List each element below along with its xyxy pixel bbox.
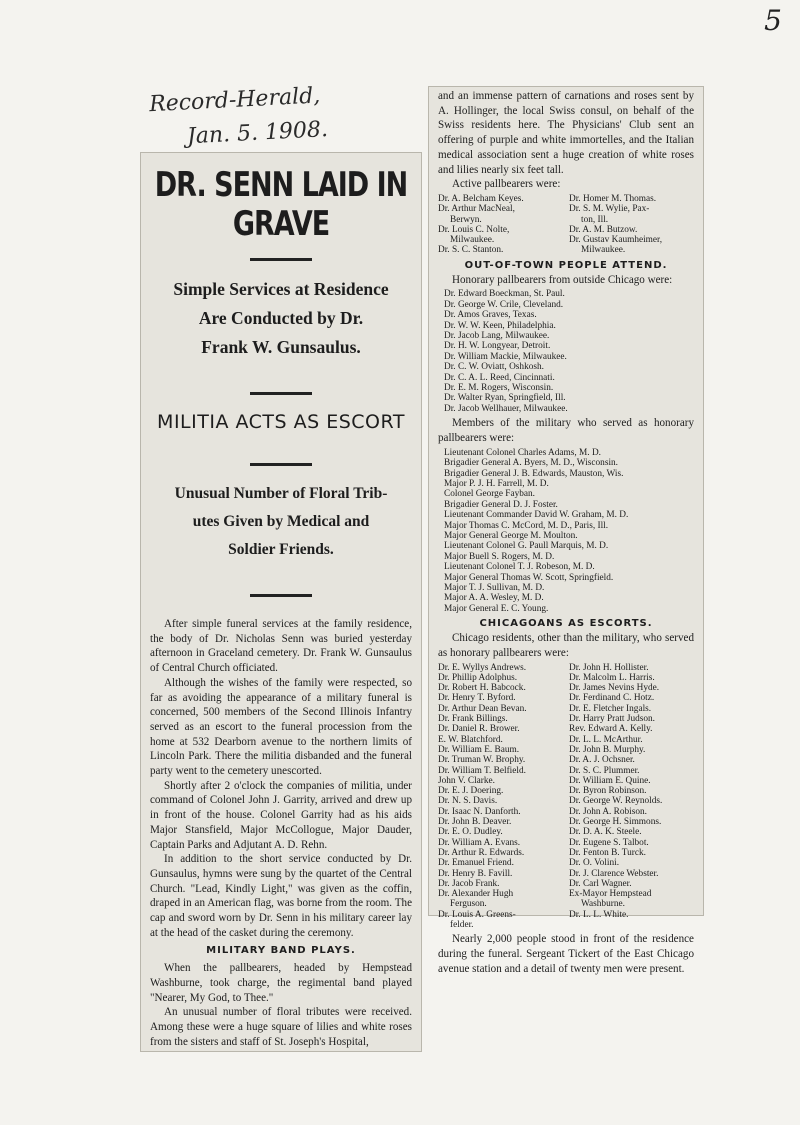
active-pallbearers-list xyxy=(438,194,694,256)
pallbearer-name: Colonel George Fayban. xyxy=(444,489,535,500)
pallbearer-name: Dr. Jacob Frank. xyxy=(438,878,500,889)
pallbearer-name: Dr. Amos Graves, Texas. xyxy=(444,310,537,321)
active-intro: Active pallbearers were: xyxy=(452,178,561,191)
pallbearer-name: Dr. William A. Evans. xyxy=(438,837,521,848)
military-intro: Members of the military who served as honorary pallbearers were: xyxy=(438,417,694,444)
pallbearer-name: Dr. Jacob Lang, Milwaukee. xyxy=(444,331,550,342)
deck-1-line: Frank W. Gunsaulus. xyxy=(201,337,361,357)
subheading-out-of-town: OUT-OF-TOWN PEOPLE ATTEND. xyxy=(464,259,668,271)
pallbearer-name: Dr. Harry Pratt Judson. xyxy=(569,714,655,725)
pallbearer-name: Dr. S. M. Wylie, Pax- xyxy=(569,204,650,215)
pallbearer-name: Dr. Carl Wagner. xyxy=(569,878,632,889)
pallbearer-name: Dr. William Mackie, Milwaukee. xyxy=(444,351,567,362)
clipping-right-column xyxy=(428,86,704,975)
pallbearer-name: John V. Clarke. xyxy=(438,775,495,786)
pallbearer-name: Dr. W. W. Keen, Philadelphia. xyxy=(444,320,556,331)
pallbearer-name: Dr. E. Wyllys Andrews. xyxy=(438,662,527,673)
pallbearer-name: Dr. E. Fletcher Ingals. xyxy=(569,703,652,714)
deck-3-line: Soldier Friends. xyxy=(228,541,334,558)
paragraph: Shortly after 2 o'clock the companies of militia, under command of Colonel John J. Garrity, arrived and drew up in front of the house. Colonel Garrity had as his aids Major Stansfield, Major McCollogue, Major Dauder, Captain Parks and Adjutant A. D. Rehn. xyxy=(150,779,412,851)
closing-block xyxy=(438,932,694,976)
deck-3-line: Unusual Number of Floral Trib- xyxy=(174,485,388,502)
pallbearer-name: Dr. N. S. Davis. xyxy=(438,796,498,807)
pallbearer-name: Dr. C. A. L. Reed, Cincinnati. xyxy=(444,372,555,383)
pallbearer-name: Dr. John B. Deaver. xyxy=(438,817,512,828)
pallbearer-name: Major Thomas C. McCord, M. D., Paris, Ill. xyxy=(444,520,609,531)
pallbearer-name: Rev. Edward A. Kelly. xyxy=(569,724,653,735)
honorary-intro: Honorary pallbearers from outside Chicago were: xyxy=(452,273,673,286)
paragraph: Although the wishes of the family were respected, so far as avoiding the appearance of a military funeral is concerned, 500 members of the Second Illinois Infantry served as an escort to the funeral procession from the home at 532 Dearborn avenue to the northern limits of Lincoln Park. There the militia disbanded and the funeral party went to the cemetery unescorted. xyxy=(150,676,412,778)
pallbearer-name: Dr. L. L. McArthur. xyxy=(569,734,643,745)
page-number: 5 xyxy=(764,4,782,37)
honorary-pallbearers-list xyxy=(444,289,694,414)
pallbearer-name: Dr. Arthur Dean Bevan. xyxy=(438,703,527,714)
paragraph: After simple funeral services at the family residence, the body of Dr. Nicholas Senn was buried yesterday afternoon in Graceland cemetery. Dr. Frank W. Gunsaulus of Central Church officiated. xyxy=(150,618,412,675)
pallbearer-name: Dr. A. M. Butzow. xyxy=(569,224,638,235)
deck-1-line: Simple Services at Residence xyxy=(173,279,389,299)
pallbearer-name: Dr. Daniel R. Brower. xyxy=(438,724,520,735)
pallbearer-name: Milwaukee. xyxy=(581,245,626,256)
deck-3 xyxy=(146,480,416,564)
pallbearer-name: Dr. Robert H. Babcock. xyxy=(438,683,526,694)
pallbearer-name: Dr. William E. Quine. xyxy=(569,775,651,786)
handwritten-annotation xyxy=(148,76,391,156)
pallbearer-name: Dr. O. Volini. xyxy=(569,858,620,869)
pallbearer-name: Dr. Louis A. Greens- xyxy=(438,909,516,920)
closing-paragraph: Nearly 2,000 people stood in front of the residence during the funeral. Sergeant Tickert of the East Chicago avenue station and a detail of twenty men were present. xyxy=(438,933,694,975)
pallbearer-name: Dr. Phillip Adolphus. xyxy=(438,672,518,683)
subheading-military-band: MILITARY BAND PLAYS. xyxy=(206,945,356,957)
pallbearer-name: Lieutenant Commander David W. Graham, M. D. xyxy=(444,510,629,521)
pallbearer-name: Dr. L. L. White. xyxy=(569,909,629,920)
paragraph: When the pallbearers, headed by Hempstead Washburne, took charge, the regimental band played "Nearer, My God, to Thee." xyxy=(150,962,412,1004)
pallbearer-name xyxy=(569,920,694,930)
pallbearer-name: Dr. E. M. Rogers, Wisconsin. xyxy=(444,383,554,394)
pallbearer-name: Dr. William E. Baum. xyxy=(438,744,520,755)
pallbearer-name: E. W. Blatchford. xyxy=(438,734,503,745)
pallbearer-name: Dr. Henry T. Byford. xyxy=(438,693,516,704)
pallbearer-name: Dr. Malcolm L. Harris. xyxy=(569,672,655,683)
deck-2: MILITIA ACTS AS ESCORT xyxy=(157,411,405,433)
divider-rule xyxy=(250,594,312,597)
honorary-intro-block xyxy=(438,273,694,288)
pallbearer-name: felder. xyxy=(450,920,474,931)
pallbearer-name: Dr. John A. Robison. xyxy=(569,806,648,817)
pallbearer-name: Dr. John B. Murphy. xyxy=(569,744,646,755)
article-continuation xyxy=(438,89,694,192)
pallbearer-name: Dr. C. W. Oviatt, Oshkosh. xyxy=(444,362,544,373)
pallbearer-name: Dr. Byron Robinson. xyxy=(569,786,647,797)
pallbearer-name: Dr. Emanuel Friend. xyxy=(438,858,514,869)
annotation-source: Record-Herald, xyxy=(148,83,321,118)
pallbearer-name: Major A. A. Wesley, M. D. xyxy=(444,593,544,604)
pallbearer-name: Ferguson. xyxy=(450,899,487,910)
pallbearer-name: Dr. Arthur MacNeal, xyxy=(438,204,515,215)
pallbearer-name: Dr. George H. Simmons. xyxy=(569,817,662,828)
pallbearer-name: Dr. Isaac N. Danforth. xyxy=(438,806,521,817)
pallbearer-name: Dr. Arthur R. Edwards. xyxy=(438,847,525,858)
annotation-date: Jan. 5. 1908. xyxy=(186,117,329,150)
pallbearer-name: Dr. Jacob Wellhauer, Milwaukee. xyxy=(444,403,568,414)
pallbearer-name: ton, Ill. xyxy=(581,214,609,225)
pallbearer-name: Dr. Gustav Kaumheimer, xyxy=(569,235,663,246)
pallbearer-name: Major General Thomas W. Scott, Springfield. xyxy=(444,572,614,583)
pallbearer-name: Dr. H. W. Longyear, Detroit. xyxy=(444,341,551,352)
pallbearer-name: Dr. E. J. Doering. xyxy=(438,786,504,797)
chicago-intro: Chicago residents, other than the military, who served as honorary pallbearers were: xyxy=(438,632,694,659)
pallbearer-name: Dr. E. O. Dudley. xyxy=(438,827,503,838)
chicago-intro-block xyxy=(438,631,694,660)
pallbearer-name: Dr. William T. Belfield. xyxy=(438,765,526,776)
pallbearer-name: Major T. J. Sullivan, M. D. xyxy=(444,582,545,593)
deck-1-line: Are Conducted by Dr. xyxy=(198,308,364,328)
pallbearer-name: Lieutenant Colonel G. Paull Marquis, M. D. xyxy=(444,541,609,552)
pallbearer-name: Dr. Louis C. Nolte, xyxy=(438,224,510,235)
pallbearer-name: Major P. J. H. Farrell, M. D. xyxy=(444,478,549,489)
pallbearer-name: Dr. A. J. Ochsner. xyxy=(569,755,635,766)
pallbearer-name: Milwaukee. xyxy=(450,235,495,246)
subheading-chicagoans: CHICAGOANS AS ESCORTS. xyxy=(479,618,653,630)
pallbearer-name: Dr. John H. Hollister. xyxy=(569,662,649,673)
pallbearer-name: Major General E. C. Young. xyxy=(444,603,549,614)
pallbearer-name: Dr. Henry B. Favill. xyxy=(438,868,513,879)
pallbearer-name: Dr. Ferdinand C. Hotz. xyxy=(569,693,655,704)
pallbearer-name: Dr. A. Belcham Keyes. xyxy=(438,193,524,204)
pallbearer-name: Lieutenant Colonel T. J. Robeson, M. D. xyxy=(444,562,595,573)
paragraph: and an immense pattern of carnations and roses sent by A. Hollinger, the local Swiss consul, on behalf of the Swiss residents here. The Physicians' Club sent an offering of purple and white immortelles, and the Italian medical association sent a huge creation of white roses and lilies nearly six feet tall. xyxy=(438,90,694,176)
pallbearer-name: Berwyn. xyxy=(450,214,482,225)
pallbearer-name: Dr. George W. Reynolds. xyxy=(569,796,663,807)
divider-rule xyxy=(250,258,312,261)
headline: DR. SENN LAID IN GRAVE xyxy=(154,166,408,244)
article-body xyxy=(150,617,412,1049)
pallbearer-name: Dr. James Nevins Hyde. xyxy=(569,683,660,694)
pallbearer-name: Dr. Eugene S. Talbot. xyxy=(569,837,649,848)
pallbearer-name: Dr. Walter Ryan, Springfield, Ill. xyxy=(444,393,566,404)
pallbearer-name: Dr. Fenton B. Turck. xyxy=(569,847,646,858)
pallbearer-name: Washburne. xyxy=(581,899,625,910)
pallbearer-name: Dr. Frank Billings. xyxy=(438,714,508,725)
divider-rule xyxy=(250,463,312,466)
pallbearer-name: Dr. D. A. K. Steele. xyxy=(569,827,642,838)
military-intro-block xyxy=(438,416,694,445)
paragraph: In addition to the short service conducted by Dr. Gunsaulus, hymns were sung by the quartet of the Central Church. "Lead, Kindly Light," was given as the coffin, draped in an American flag, was borne from the room. The cap and sword worn by Dr. Senn in his military career lay at the head of the casket during the ceremony. xyxy=(150,853,412,939)
pallbearer-name: Dr. Edward Boeckman, St. Paul. xyxy=(444,289,565,300)
pallbearer-name: Brigadier General A. Byers, M. D., Wisconsin. xyxy=(444,458,618,469)
pallbearer-name: Major Buell S. Rogers, M. D. xyxy=(444,551,555,562)
pallbearer-name: Dr. S. C. Stanton. xyxy=(438,245,504,256)
pallbearer-name: Ex-Mayor Hempstead xyxy=(569,889,652,900)
pallbearer-name: Brigadier General D. J. Foster. xyxy=(444,499,558,510)
pallbearer-name: Dr. Homer M. Thomas. xyxy=(569,193,657,204)
paragraph: An unusual number of floral tributes were received. Among these were a huge square of lilies and white roses from the sisters and staff of St. Joseph's Hospital, xyxy=(150,1006,412,1048)
pallbearer-name: Lieutenant Colonel Charles Adams, M. D. xyxy=(444,447,601,458)
pallbearer-name: Dr. Alexander Hugh xyxy=(438,889,514,900)
pallbearer-name: Dr. George W. Crile, Cleveland. xyxy=(444,299,564,310)
deck-3-line: utes Given by Medical and xyxy=(192,513,370,530)
deck-1 xyxy=(146,275,416,362)
clipping-left-column xyxy=(140,152,422,1052)
pallbearer-name: Dr. J. Clarence Webster. xyxy=(569,868,659,879)
pallbearer-name: Dr. S. C. Plummer. xyxy=(569,765,640,776)
pallbearer-name: Dr. Truman W. Brophy. xyxy=(438,755,526,766)
pallbearer-name: Brigadier General J. B. Edwards, Mauston, Wis. xyxy=(444,468,624,479)
military-pallbearers-list xyxy=(444,448,694,615)
chicago-pallbearers-list xyxy=(438,663,694,931)
divider-rule xyxy=(250,392,312,395)
pallbearer-name: Major General George M. Moulton. xyxy=(444,530,578,541)
